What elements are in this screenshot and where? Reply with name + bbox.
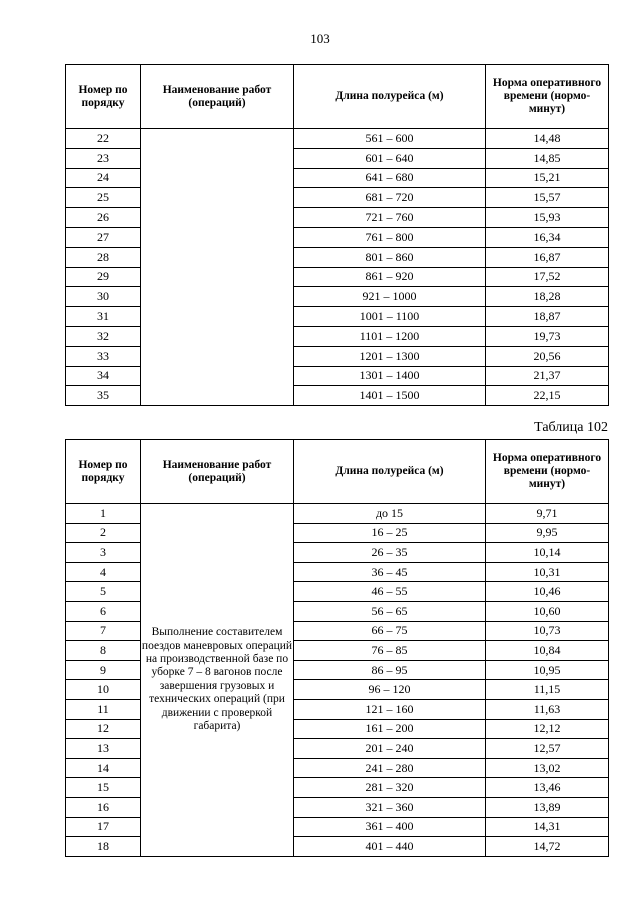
norm-value: 15,93 [486, 208, 609, 228]
norm-value: 20,56 [486, 346, 609, 366]
row-number: 1 [66, 504, 141, 524]
table-header-row [66, 65, 609, 129]
row-number: 25 [66, 188, 141, 208]
half-trip-length: 76 – 85 [294, 641, 486, 661]
half-trip-length: 1401 – 1500 [294, 386, 486, 406]
norm-value: 16,87 [486, 247, 609, 267]
half-trip-length: 601 – 640 [294, 148, 486, 168]
row-number: 17 [66, 817, 141, 837]
header-norm: Норма оперативного времени (нормо-минут) [486, 65, 609, 129]
row-number: 23 [66, 148, 141, 168]
norm-table-continued [65, 64, 609, 406]
norm-value: 10,73 [486, 621, 609, 641]
norm-value: 13,89 [486, 797, 609, 817]
half-trip-length: 361 – 400 [294, 817, 486, 837]
row-number: 30 [66, 287, 141, 307]
norm-value: 11,15 [486, 680, 609, 700]
row-number: 32 [66, 326, 141, 346]
norm-value: 14,31 [486, 817, 609, 837]
row-number: 28 [66, 247, 141, 267]
half-trip-length: 1001 – 1100 [294, 307, 486, 327]
row-number: 8 [66, 641, 141, 661]
norm-value: 10,95 [486, 660, 609, 680]
half-trip-length: 66 – 75 [294, 621, 486, 641]
row-number: 3 [66, 543, 141, 563]
half-trip-length: 96 – 120 [294, 680, 486, 700]
half-trip-length: 36 – 45 [294, 562, 486, 582]
operation-name: Выполнение составителем поездов маневровых операций на производственной базе по уборке 7 – 8 вагонов после завершения грузовых и технических операций (при движении с проверкой габарита) [141, 504, 294, 857]
table-header-row [66, 440, 609, 504]
norm-value: 10,84 [486, 641, 609, 661]
half-trip-length: 201 – 240 [294, 739, 486, 759]
norm-value: 13,46 [486, 778, 609, 798]
half-trip-length: 26 – 35 [294, 543, 486, 563]
half-trip-length: 241 – 280 [294, 758, 486, 778]
norm-value: 11,63 [486, 699, 609, 719]
norm-value: 14,72 [486, 837, 609, 857]
half-trip-length: 161 – 200 [294, 719, 486, 739]
norm-value: 18,28 [486, 287, 609, 307]
table2-body [66, 504, 609, 857]
row-number: 34 [66, 366, 141, 386]
norm-value: 10,14 [486, 543, 609, 563]
row-number: 15 [66, 778, 141, 798]
norm-value: 12,57 [486, 739, 609, 759]
row-number: 16 [66, 797, 141, 817]
header-length: Длина полурейса (м) [294, 65, 486, 129]
half-trip-length: 921 – 1000 [294, 287, 486, 307]
page-number: 103 [310, 31, 330, 46]
norm-value: 12,12 [486, 719, 609, 739]
norm-value: 15,21 [486, 168, 609, 188]
row-number: 7 [66, 621, 141, 641]
norm-value: 21,37 [486, 366, 609, 386]
row-number: 13 [66, 739, 141, 759]
half-trip-length: 1201 – 1300 [294, 346, 486, 366]
half-trip-length: 721 – 760 [294, 208, 486, 228]
half-trip-length: 401 – 440 [294, 837, 486, 857]
norm-value: 14,85 [486, 148, 609, 168]
half-trip-length: 16 – 25 [294, 523, 486, 543]
norm-value: 15,57 [486, 188, 609, 208]
norm-value: 16,34 [486, 227, 609, 247]
norm-value: 10,31 [486, 562, 609, 582]
header-length: Длина полурейса (м) [294, 440, 486, 504]
half-trip-length: 281 – 320 [294, 778, 486, 798]
norm-value: 18,87 [486, 307, 609, 327]
norm-value: 22,15 [486, 386, 609, 406]
half-trip-length: 1101 – 1200 [294, 326, 486, 346]
norm-value: 10,46 [486, 582, 609, 602]
row-number: 4 [66, 562, 141, 582]
half-trip-length: 801 – 860 [294, 247, 486, 267]
row-number: 12 [66, 719, 141, 739]
row-number: 10 [66, 680, 141, 700]
row-number: 5 [66, 582, 141, 602]
row-number: 22 [66, 129, 141, 149]
row-number: 35 [66, 386, 141, 406]
norm-value: 13,02 [486, 758, 609, 778]
table-row [66, 504, 609, 524]
header-operation: Наименование работ (операций) [141, 440, 294, 504]
half-trip-length: до 15 [294, 504, 486, 524]
header-norm: Норма оперативного времени (нормо-минут) [486, 440, 609, 504]
half-trip-length: 321 – 360 [294, 797, 486, 817]
header-num: Номер по порядку [66, 440, 141, 504]
table1-body [66, 129, 609, 406]
row-number: 26 [66, 208, 141, 228]
row-number: 27 [66, 227, 141, 247]
row-number: 2 [66, 523, 141, 543]
row-number: 29 [66, 267, 141, 287]
table-caption: Таблица 102 [534, 420, 608, 435]
half-trip-length: 561 – 600 [294, 129, 486, 149]
norm-value: 14,48 [486, 129, 609, 149]
header-num: Номер по порядку [66, 65, 141, 129]
half-trip-length: 56 – 65 [294, 601, 486, 621]
operation-name [141, 129, 294, 406]
row-number: 9 [66, 660, 141, 680]
half-trip-length: 861 – 920 [294, 267, 486, 287]
half-trip-length: 1301 – 1400 [294, 366, 486, 386]
norm-value: 19,73 [486, 326, 609, 346]
half-trip-length: 761 – 800 [294, 227, 486, 247]
table-row [66, 129, 609, 149]
row-number: 18 [66, 837, 141, 857]
row-number: 11 [66, 699, 141, 719]
row-number: 6 [66, 601, 141, 621]
row-number: 31 [66, 307, 141, 327]
half-trip-length: 681 – 720 [294, 188, 486, 208]
row-number: 24 [66, 168, 141, 188]
header-operation: Наименование работ (операций) [141, 65, 294, 129]
norm-value: 10,60 [486, 601, 609, 621]
half-trip-length: 86 – 95 [294, 660, 486, 680]
half-trip-length: 121 – 160 [294, 699, 486, 719]
row-number: 33 [66, 346, 141, 366]
norm-value: 17,52 [486, 267, 609, 287]
norm-value: 9,95 [486, 523, 609, 543]
norm-table-102 [65, 439, 609, 857]
half-trip-length: 641 – 680 [294, 168, 486, 188]
half-trip-length: 46 – 55 [294, 582, 486, 602]
norm-value: 9,71 [486, 504, 609, 524]
row-number: 14 [66, 758, 141, 778]
